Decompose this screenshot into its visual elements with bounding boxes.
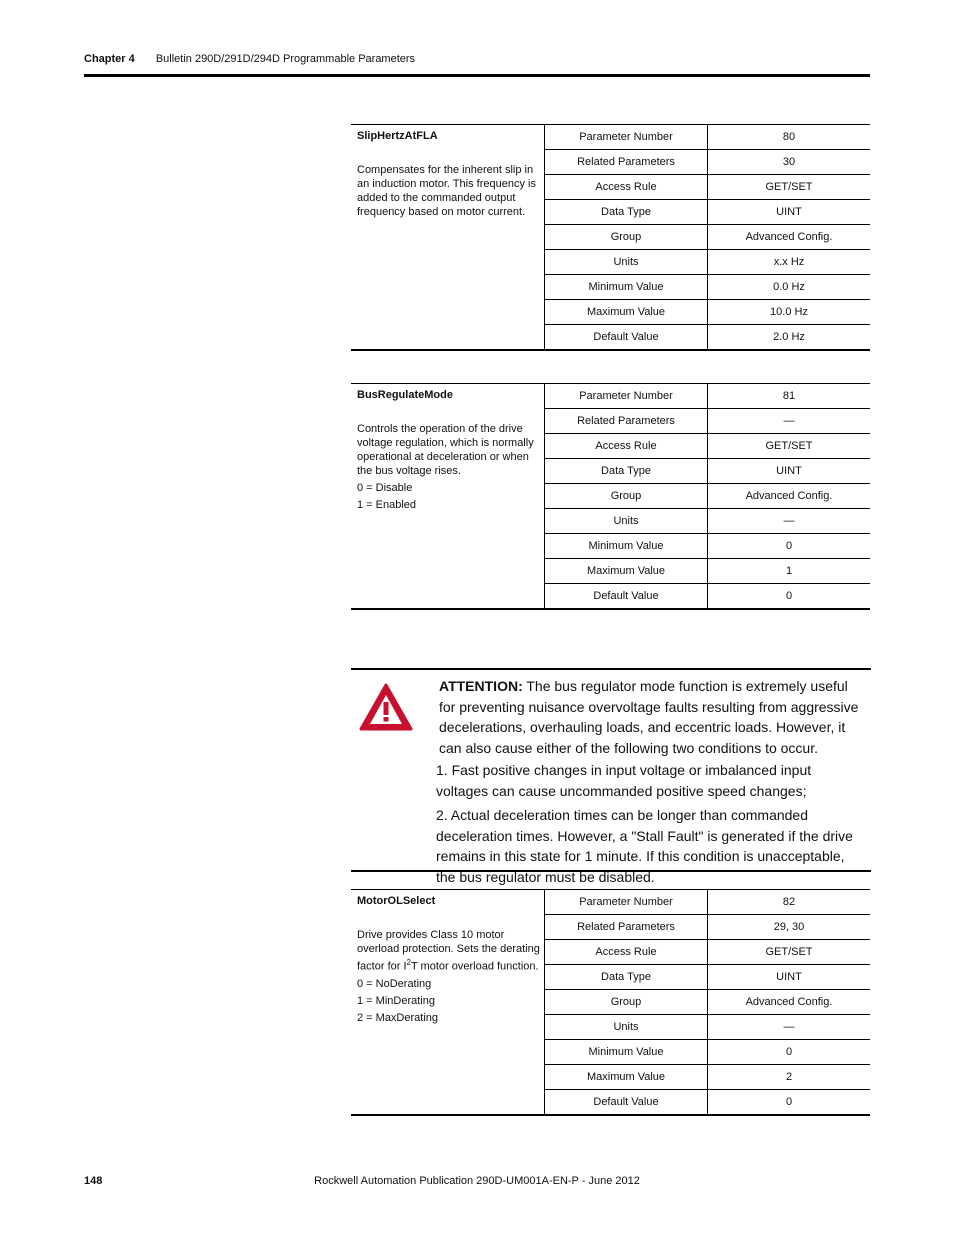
row-value: — [708,1015,871,1040]
row-value: UINT [708,965,871,990]
row-value: 81 [708,384,871,409]
row-label: Related Parameters [545,150,708,175]
row-value: 0 [708,1090,871,1115]
param-description [351,384,549,519]
description-part: Drive provides Class 10 motor overload protection. Sets the derating factor for I [357,929,540,973]
row-label: Minimum Value [545,1040,708,1065]
row-value: 82 [708,890,871,915]
param-option: 1 = MinDerating [357,994,435,1007]
row-value: 29, 30 [708,915,871,940]
chapter-title: Bulletin 290D/291D/294D Programmable Parameters [155,53,416,65]
row-value: — [708,509,871,534]
param-name: MotorOLSelect [357,895,436,907]
param-table [544,384,870,608]
row-value: 30 [708,150,871,175]
row-label: Related Parameters [545,409,708,434]
param-option: 0 = Disable [357,482,413,494]
row-label: Default Value [545,584,708,609]
row-label: Access Rule [545,434,708,459]
attention-intro [439,676,864,758]
chapter-label: Chapter 4 [84,53,135,65]
attention-text [436,676,864,891]
row-label: Minimum Value [545,534,708,559]
publication-info: Rockwell Automation Publication 290D-UM001A-EN-P - June 2012 [314,1175,640,1187]
param-description-text: Controls the operation of the drive voltage regulation, which is normally operational at deceleration or when the bus voltage rises. [357,423,534,477]
param-description [351,125,549,226]
row-value: — [708,409,871,434]
row-label: Maximum Value [545,559,708,584]
param-description-text [357,928,543,974]
row-label: Group [545,225,708,250]
superscript: 2 [406,958,411,967]
row-value: Advanced Config. [708,225,871,250]
row-label: Units [545,250,708,275]
row-label: Data Type [545,200,708,225]
row-label: Data Type [545,459,708,484]
row-label: Default Value [545,1090,708,1115]
attention-intro-text: The bus regulator mode function is extremely useful for preventing nuisance overvoltage faults resulting from aggressive decelerations, overhauling loads, and eccentric loads. However, it can also cause either of the following two conditions to occur. [439,678,859,756]
row-label: Maximum Value [545,1065,708,1090]
header-rule [84,74,870,77]
row-value: 2 [708,1065,871,1090]
param-block-busregulatemode [351,383,870,610]
param-block-motorolselect [351,889,870,1116]
param-option: 0 = NoDerating [357,977,432,990]
row-value: UINT [708,459,871,484]
row-value: GET/SET [708,434,871,459]
row-label: Parameter Number [545,125,708,150]
row-label: Units [545,509,708,534]
param-table [544,890,870,1114]
row-value: GET/SET [708,940,871,965]
description-part: T motor overload function. [410,960,539,973]
attention-label: ATTENTION: [439,678,523,694]
attention-box [351,668,871,885]
param-table [544,125,870,349]
row-label: Group [545,990,708,1015]
attention-item-2: 2. Actual deceleration times can be longer than commanded deceleration times. However, a "Stall Fault" is generated if the drive remains in this state for 1 minute. If this condition is unacceptable, the bus regulator must be disabled. [436,807,853,885]
row-label: Parameter Number [545,890,708,915]
row-value: 0 [708,534,871,559]
param-name: BusRegulateMode [357,389,453,401]
row-value: 0 [708,584,871,609]
param-block-sliphertzatfla [351,124,870,351]
row-value: 80 [708,125,871,150]
row-value: UINT [708,200,871,225]
page-number: 148 [84,1175,103,1187]
param-description-text: Compensates for the inherent slip in an induction motor. This frequency is added to the commanded output frequency based on motor current. [357,164,536,218]
param-option: 2 = MaxDerating [357,1011,439,1024]
row-label: Maximum Value [545,300,708,325]
row-value: GET/SET [708,175,871,200]
row-label: Group [545,484,708,509]
param-option: 1 = Enabled [357,499,417,511]
row-value: 10.0 Hz [708,300,871,325]
attention-item-1: 1. Fast positive changes in input voltage or imbalanced input voltages can cause uncommanded positive speed changes; [436,762,812,799]
row-value: 0.0 Hz [708,275,871,300]
row-label: Access Rule [545,940,708,965]
row-value: Advanced Config. [708,484,871,509]
row-value: 1 [708,559,871,584]
param-name: SlipHertzAtFLA [357,130,438,142]
row-label: Related Parameters [545,915,708,940]
warning-triangle-icon [358,682,414,732]
row-label: Default Value [545,325,708,350]
row-label: Data Type [545,965,708,990]
row-label: Parameter Number [545,384,708,409]
row-value: Advanced Config. [708,990,871,1015]
param-description [351,890,549,1032]
row-label: Units [545,1015,708,1040]
row-label: Access Rule [545,175,708,200]
page-header [84,53,415,65]
row-value: 2.0 Hz [708,325,871,350]
row-label: Minimum Value [545,275,708,300]
row-value: 0 [708,1040,871,1065]
row-value: x.x Hz [708,250,871,275]
